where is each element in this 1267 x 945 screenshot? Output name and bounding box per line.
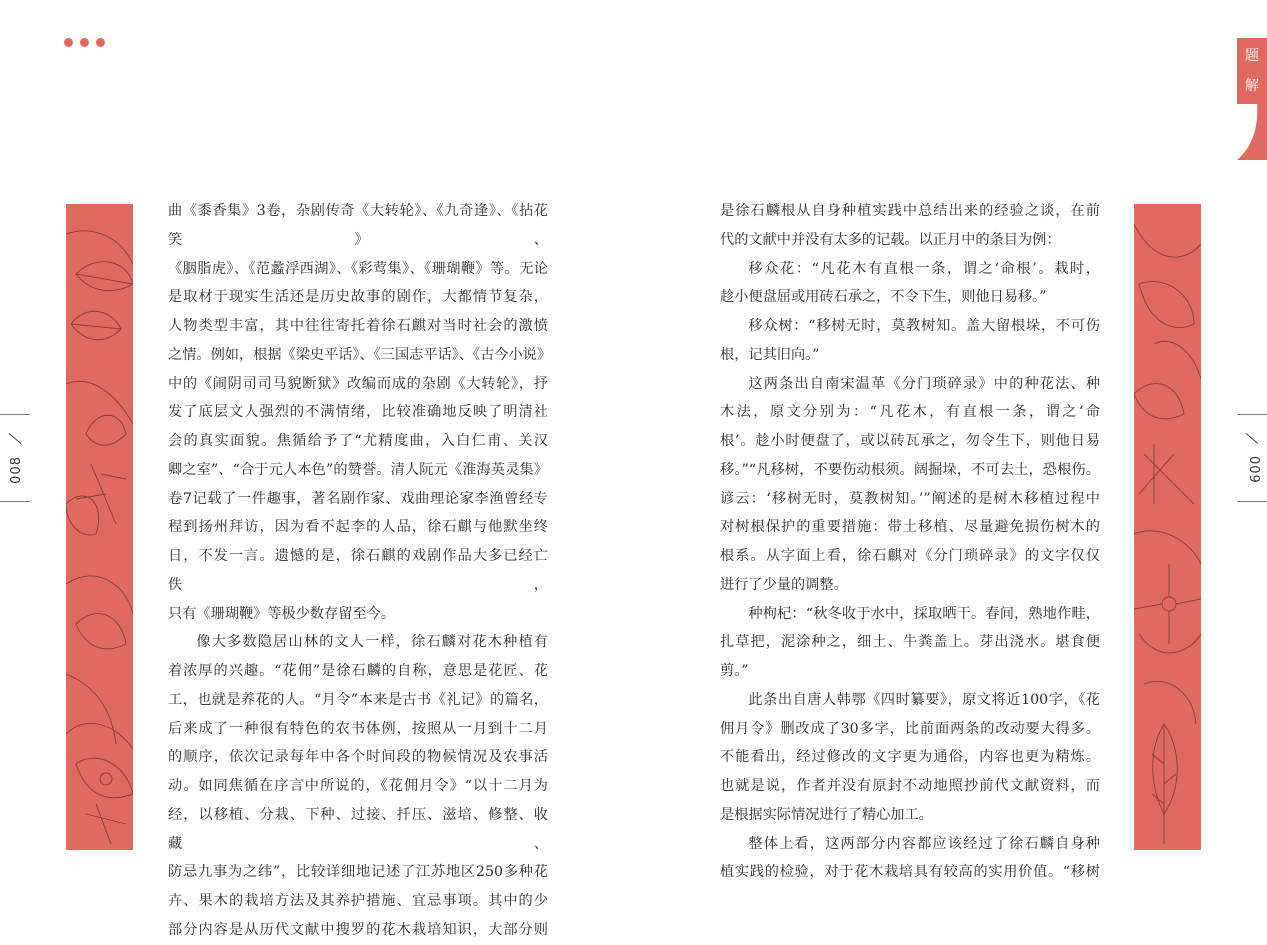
- text-line: 是徐石麟根从自身种植实践中总结出来的经验之谈，在前: [720, 203, 1100, 219]
- text-line: 卉、果木的栽培方法及其养护措施、宜忌事项。其中的少: [168, 893, 548, 909]
- text-line: 部分内容是从历代文献中搜罗的花木栽培知识，大部分则: [168, 921, 548, 938]
- text-line: 扎草把，泥涂种之，细土、牛粪盖上。芽出浇水。堪食便剪。”: [720, 634, 1100, 679]
- text-line: 谚云：‘移树无时，莫教树知。’”阐述的是树木移植过程中: [720, 490, 1100, 507]
- text-line: 移。”“凡移树，不要伤动根须。阔掘垛，不可去土，恐根伤。: [720, 461, 1100, 478]
- text-line: 这两条出自南宋温革《分门琐碎录》中的种花法、种: [748, 375, 1100, 392]
- text-line: 种枸杞：“秋冬收于水中，採取晒干。春间，熟地作畦，: [748, 605, 1100, 622]
- folio-slash: [1246, 433, 1259, 444]
- text-line: 会的真实面貌。焦循给予了“尤精度曲，入白仁甫、关汉: [168, 433, 548, 449]
- text-line: 动。如同焦循在序言中所说的，《花佣月令》“以十二月为: [168, 778, 548, 794]
- text-line: 此条出自唐人韩鄂《四时纂要》，原文将近100字，《花: [748, 691, 1100, 708]
- text-line: 根’。趁小时便盘了，或以砖瓦承之，勿令生下，则他日易: [720, 433, 1100, 449]
- dot-icon: [64, 38, 73, 47]
- text-line: 人物类型丰富，其中往往寄托着徐石麒对当时社会的激愤: [168, 318, 548, 334]
- folio-rule: [1237, 501, 1267, 502]
- dot-icon: [96, 38, 105, 47]
- text-line: 发了底层文人强烈的不满情绪，比较准确地反映了明清社: [168, 404, 548, 421]
- folio-rule: [0, 501, 30, 502]
- right-text-column: [720, 197, 1100, 887]
- dot-icon: [80, 38, 89, 47]
- text-line: 根系。从字面上看，徐石麒对《分门琐碎录》的文字仅仅: [720, 548, 1100, 564]
- text-line: 经，以移植、分栽、下种、过接、扦压、滋培、修整、收藏、: [168, 806, 548, 852]
- page-number-right: [1237, 414, 1267, 502]
- text-line: 卷7记载了一件趣事，著名剧作家、戏曲理论家李渔曾经专: [168, 490, 548, 507]
- text-line: 的顺序，依次记录每年中各个时间段的物候情况及农事活: [168, 749, 548, 766]
- page-number-text: 008: [9, 456, 24, 484]
- text-line: 不能看出，经过修改的文字更为通俗，内容也更为精炼。: [720, 749, 1100, 766]
- text-line: 是根据实际情况进行了精心加工。: [720, 806, 933, 823]
- text-line: 卿之室”、“合于元人本色”的赞誉。清人阮元《淮海英灵集》: [168, 461, 548, 478]
- text-line: 后来成了一种很有特色的农书体例，按照从一月到十二月: [168, 720, 548, 737]
- folio-rule: [0, 414, 30, 415]
- floral-strip-left: [66, 204, 133, 850]
- text-line: 进行了少量的调整。: [720, 576, 848, 593]
- text-line: 着浓厚的兴趣。“花佣”是徐石麟的自称，意思是花匠、花: [168, 663, 548, 679]
- page-number-text: 009: [1246, 456, 1261, 484]
- text-line: 移众花：“凡花木有直根一条，谓之‘命根’。栽时，: [748, 260, 1100, 277]
- text-line: 曲《黍香集》3卷，杂剧传奇《大转轮》、《九奇逢》、《拈花笑》、: [168, 203, 548, 248]
- text-line: 程到扬州拜访，因为看不起李的人品，徐石麒与他默坐终: [168, 519, 548, 536]
- text-line: 佣月令》删改成了30多字，比前面两条的改动要大得多。: [720, 720, 1100, 737]
- text-line: 只有《珊瑚鞭》等极少数存留至今。: [168, 605, 396, 622]
- text-line: 也就是说，作者并没有原封不动地照抄前代文献资料，而: [720, 778, 1100, 794]
- text-line: 像大多数隐居山林的文人一样，徐石麟对花木种植有: [196, 634, 548, 651]
- text-line: 是取材于现实生活还是历史故事的剧作，大都情节复杂，: [168, 289, 548, 306]
- left-text-column: [168, 197, 552, 945]
- text-line: 日，不发一言。遗憾的是，徐石麒的戏剧作品大多已经亡佚，: [168, 548, 548, 593]
- text-line: 代的文献中并没有太多的记载。以正月中的条目为例：: [720, 231, 1061, 248]
- text-line: 中的《闹阴司司马貌断狱》改编而成的杂剧《大转轮》，抒: [168, 375, 548, 392]
- folio-rule: [1237, 414, 1267, 415]
- text-line: 根，记其旧向。”: [720, 346, 820, 363]
- section-tab: [1237, 38, 1267, 104]
- text-line: 木法，原文分别为：“凡花木，有直根一条，谓之‘命: [720, 404, 1100, 421]
- folio-slash: [9, 433, 22, 444]
- text-line: 移众树：“移树无时，莫教树知。盖大留根垛，不可伤: [748, 318, 1100, 334]
- text-line: 整体上看，这两部分内容都应该经过了徐石麟自身种: [748, 835, 1100, 852]
- page-number-left: [0, 414, 30, 502]
- section-tab-char: 题: [1245, 48, 1259, 64]
- section-tab-char: 解: [1245, 78, 1259, 94]
- text-line: 工，也就是养花的人。“月令”本来是古书《礼记》的篇名，: [168, 691, 548, 708]
- floral-strip-right: [1134, 204, 1201, 850]
- text-line: 植实践的检验，对于花木栽培具有较高的实用价值。“移树: [720, 864, 1100, 881]
- text-line: 对树根保护的重要措施：带土移植、尽量避免损伤树木的: [720, 519, 1100, 536]
- text-line: 《胭脂虎》、《范蠡浮西湖》、《彩莺集》、《珊瑚鞭》等。无论: [168, 260, 548, 277]
- decorative-dots: [64, 38, 105, 47]
- floral-line-art-icon: [1134, 204, 1201, 850]
- text-line: 趁小便盘屈或用砖石承之，不令下生，则他日易移。”: [720, 289, 1047, 306]
- floral-line-art-icon: [66, 204, 133, 850]
- text-line: 之情。例如，根据《梁史平话》、《三国志平话》、《古今小说》: [168, 346, 552, 363]
- tab-curl-shape: [1237, 102, 1267, 162]
- text-line: 防忌九事为之纬”，比较详细地记述了江苏地区250多种花: [168, 864, 548, 881]
